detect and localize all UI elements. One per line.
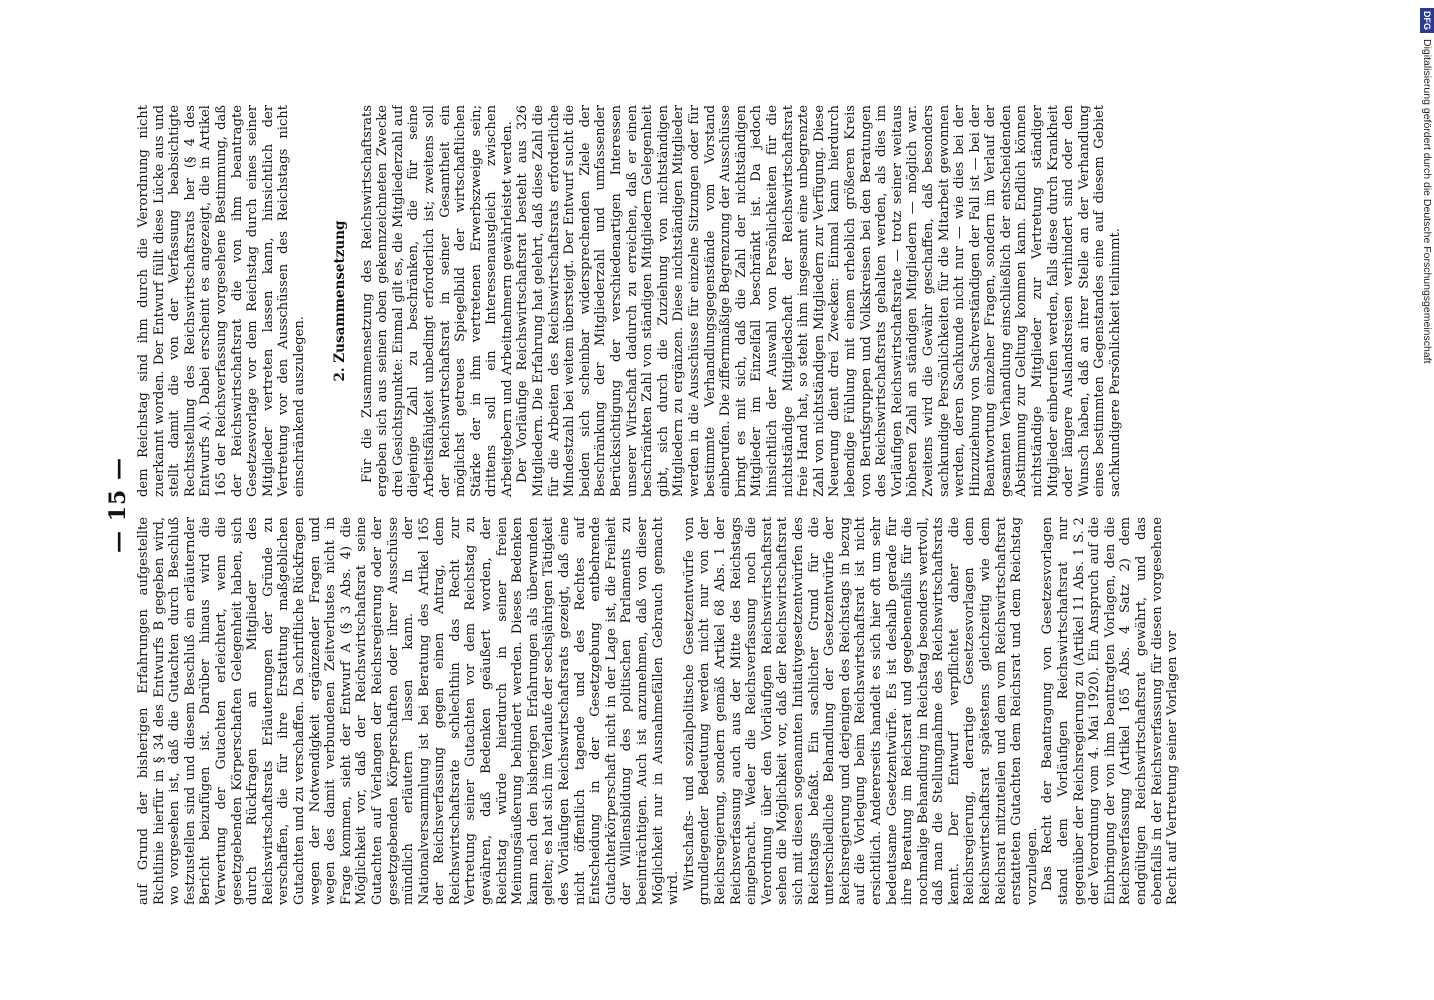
section-spacer (308, 105, 318, 497)
paragraph: Das Recht der Beantragung von Gesetzesvorlagen stand dem Vorläufigen Reichswirtschaftsrat nur gegenüber der Reichsregierung zu (Artikel 11 Abs. 1 S. 2 der Verordnung vom 4. Mai 1920). Ein Anspruch auf die Einbringung der von ihm beantragten Vorlagen, den die Reichsverfassung (Artikel 165 Abs. 4 Satz 2) dem endgültigen Reichswirtschaftsrat gewährt, und das ebenfalls in der Reichsverfassung für diesen vorgesehene Recht auf Vertretung seiner Vorlagen vor (1040, 517, 1181, 905)
dfg-logo: DFG (1420, 8, 1434, 33)
page-number-header: — 15 — (105, 457, 131, 553)
paragraph: auf Grund der bisherigen Erfahrungen aufgestellte Richtlinie hierfür in § 34 des Entwurfs B gegeben wird, wo vorgesehen ist, daß die Gutachten durch Beschluß festzustellen sind und diesem Beschluß ein erläuternder Bericht beizufügen ist. Darüber hinaus wird die Verwertung der Gutachten erleichtert, wenn die gesetzgebenden Körperschaften Gelegenheit haben, sich durch Rückfragen an Mitglieder des Reichswirtschaftsrats Erläuterungen der Gründe zu verschaffen, die für ihre Erstattung maßgeblichen Gutachten und zu verschaffen. Da schriftliche Rückfragen wegen der Notwendigkeit ergänzender Fragen und wegen des damit verbundenen Zeitverlustes nicht in Frage kommen, sieht der Entwurf A (§ 3 Abs. 4) die Möglichkeit vor, daß der Reichswirtschaftsrat seine Gutachten auf Verlangen der Reichsregierung oder der gesetzgebenden Körperschaften oder ihrer Ausschüsse mündlich erläutern lassen kann. In der Nationalversammlung ist bei Beratung des Artikel 165 der Reichsverfassung gegen einen Antrag, dem Reichswirtschaftsrate schlechthin das Recht zur Vertretung seiner Gutachten vor dem Reichstag zu gewähren, daß Bedenken geäußert worden, der Reichstag würde hierdurch in seiner freien Meinungsäußerung behindert werden. Dieses Bedenken kann nach den bisherigen Erfahrungen als überwunden gelten; es hat sich im Verlaufe der sechsjährigen Tätigkeit des Vorläufigen Reichswirtschaftsrats gezeigt, daß eine nicht öffentlich tagende und des Rechtes auf Entscheidung in der Gesetzgebung entbehrende Gutachterkörperschaft nicht in der Lage ist, die Freiheit der Willensbildung des politischen Parlaments zu beeinträchtigen. Auch ist anzunehmen, daß von dieser Möglichkeit nur in Ausnahmefällen Gebrauch gemacht wird. (136, 517, 682, 905)
paragraph: Wirtschafts- und sozialpolitische Gesetzentwürfe von grundlegender Bedeutung werden nicht nur von der Reichsregierung, sondern gemäß Artikel 68 Abs. 1 der Reichsverfassung auch aus der Mitte des Reichstags eingebracht. Weder die Reichsverfassung noch die Verordnung über den Vorläufigen Reichswirtschaftsrat sehen die Möglichkeit vor, daß der Reichswirtschaftsrat sich mit diesen sogenannten Initiativgesetzentwürfen des Reichstags befaßt. Ein sachlicher Grund für die unterschiedliche Behandlung der Gesetzentwürfe der Reichsregierung und derjenigen des Reichstags in bezug auf die Vorlegung beim Reichswirtschaftsrat ist nicht ersichtlich. Andererseits handelt es sich hier oft um sehr bedeutsame Gesetzentwürfe. Es ist deshalb gerade für ihre Beratung im Reichsrat und gegebenenfalls für die nochmalige Behandlung im Reichstag besonders wertvoll, daß man die Stellungnahme des Reichswirtschaftsrats kennt. Der Entwurf verpflichtet daher die Reichsregierung, derartige Gesetzesvorlagen dem Reichswirtschaftsrat spätestens gleichzeitig wie dem Reichsrat mitzuteilen und dem vom Reichswirtschaftsrat erstatteten Gutachten dem Reichsrat und dem Reichstag vorzulegen. (681, 517, 1040, 905)
credit-text: Digitalisierung gefördert durch die Deutsche Forschungsgemeinschaft (1421, 39, 1433, 364)
paragraph: Für die Zusammensetzung des Reichswirtschaftsrats ergeben sich aus seinen oben gekennzeichneten Zwecke drei Gesichtspunkte: Einmal gilt es, die Mitgliederzahl auf diejenige Zahl zu beschränken, die für seine Arbeitsfähigkeit unbedingt erforderlich ist; zweitens soll der Reichswirtschaftsrat in seiner Gesamtheit ein möglichst getreues Spiegelbild der wirtschaftlichen Stärke der in ihm vertretenen Erwerbszweige sein; drittens soll ein Interessenausgleich zwischen Arbeitgebern und Arbeitnehmern gewährleistet werden. (359, 105, 515, 497)
text-column-right (136, 105, 1270, 497)
paragraph: Der Vorläufige Reichswirtschaftsrat besteht aus 326 Mitgliedern. Die Erfahrung hat gelehrt, daß diese Zahl die für die Arbeiten des Reichswirtschaftsrats erforderliche Mindestzahl bei weitem übersteigt. Der Entwurf sucht die beiden sich scheinbar widersprechenden Ziele der Beschränkung der Mitgliederzahl und umfassender Berücksichtigung der verschiedenartigen Interessen unserer Wirtschaft dadurch zu erreichen, daß er einen beschränkten Zahl von ständigen Mitgliedern Gelegenheit gibt, sich durch die Zuziehung von nichtständigen Mitgliedern zu ergänzen. Diese nichtständigen Mitglieder werden in die Ausschüsse für einzelne Sitzungen oder für bestimmte Verhandlungsgegenstände vom Vorstand einberufen. Die ziffernmäßige Begrenzung der Ausschüsse bringt es mit sich, daß die Zahl der nichtständigen Mitglieder im Einzelfall beschränkt ist. Da jedoch hinsichtlich der Auswahl von Persönlichkeiten für die nichtständige Mitgliedschaft der Reichswirtschaftsrat freie Hand hat, so steht ihm insgesamt eine unbegrenzte Zahl von nichtständigen Mitgliedern zur Verfügung. Diese Neuerung dient drei Zwecken: Einmal kann hierdurch lebendige Fühlung mit einem erheblich größeren Kreis von Berufsgruppen und Volkskreisen bei den Beratungen des Reichswirtschaftsrats gehalten werden, als dies im Vorläufigen Reichswirtschaftsrate — trotz seiner weitaus höheren Zahl an ständigen Mitgliedern — möglich war. Zweitens wird die Gewähr geschaffen, daß besonders sachkundige Persönlichkeiten für die Mitarbeit gewonnen werden, deren Sachkunde nicht nur — wie dies bei der Hinzuziehung von Sachverständigen der Fall ist — bei der Beantwortung einzelner Fragen, sondern im Verlauf der gesamten Verhandlung einschließlich der entscheidenden Abstimmung zur Geltung kommen kann. Endlich können nichtständige Mitglieder zur Vertretung ständiger Mitglieder einberufen werden, falls diese durch Krankheit oder längere Auslandsreisen verhindert sind oder den Wunsch haben, daß an ihrer Stelle an der Verhandlung eines bestimmten Gegenstandes eine auf diesem Gebiet sachkundigere Persönlichkeit teilnimmt. (515, 105, 1124, 497)
text-column-left (136, 517, 1270, 905)
section-heading: 2. Zusammensetzung (331, 220, 348, 382)
paragraph: dem Reichstag sind ihm durch die Verordnung nicht zuerkannt worden. Der Entwurf füllt diese Lücke aus und stellt damit die von der Verfassung beabsichtigte Rechtsstellung des Reichswirtschaftsrats her (§ 4 des Entwurfs A). Dabei erscheint es angezeigt, die in Artikel 165 der Reichsverfassung vorgesehene Bestimmung, daß der Reichswirtschaftsrat die von ihm beantragte Gesetzesvorlage vor dem Reichstag durch eines seiner Mitglieder vertreten lassen kann, hinsichtlich der Vertretung vor den Ausschüssen des Reichstags nicht einschränkend auszulegen. (136, 105, 307, 497)
book-page-rotated (104, 105, 1274, 905)
digitization-credit (1418, 8, 1434, 988)
